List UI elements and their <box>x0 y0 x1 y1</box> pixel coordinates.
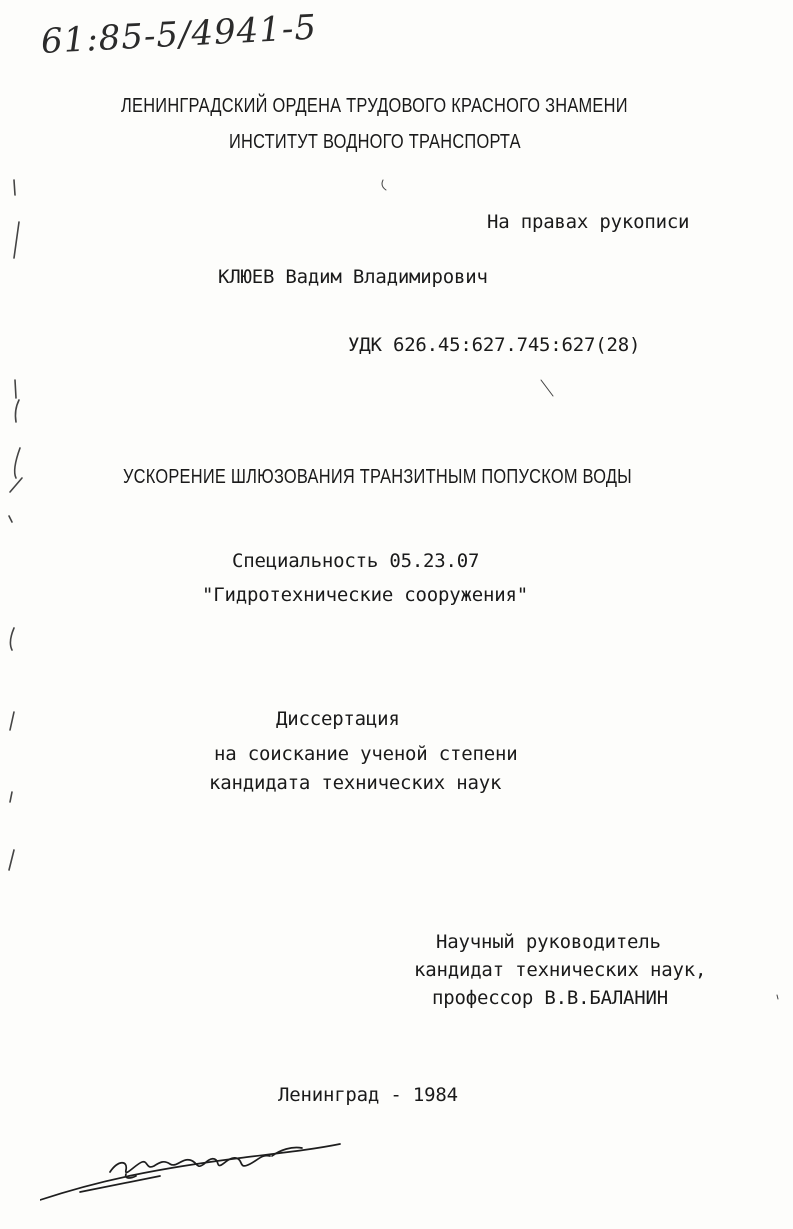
signature-handwritten <box>40 1120 350 1210</box>
institution-line-1: ЛЕНИНГРАДСКИЙ ОРДЕНА ТРУДОВОГО КРАСНОГО ЗНАМЕНИ <box>121 95 628 117</box>
supervisor-label: Научный руководитель <box>436 931 661 953</box>
author-name: КЛЮЕВ Вадим Владимирович <box>218 266 488 288</box>
place-and-year: Ленинград - 1984 <box>278 1084 458 1106</box>
supervisor-degree: кандидат технических наук, <box>414 959 707 981</box>
specialty-name: "Гидротехнические сооружения" <box>202 584 528 606</box>
udc-code: УДК 626.45:627.745:627(28) <box>348 334 641 356</box>
archive-code-handwritten: 61:85-5/4941-5 <box>40 7 318 62</box>
supervisor-name: профессор В.В.БАЛАНИН <box>432 987 669 1009</box>
dissertation-title: УСКОРЕНИЕ ШЛЮЗОВАНИЯ ТРАНЗИТНЫМ ПОПУСКОМ ВОДЫ <box>123 466 632 488</box>
specialty-number: Специальность 05.23.07 <box>232 550 480 572</box>
dissertation-label: Диссертация <box>276 708 400 730</box>
institution-line-2: ИНСТИТУТ ВОДНОГО ТРАНСПОРТА <box>229 131 521 153</box>
degree-line-2: кандидата технических наук <box>209 772 502 794</box>
degree-line-1: на соискание ученой степени <box>214 743 518 765</box>
manuscript-note: На правах рукописи <box>487 211 690 233</box>
